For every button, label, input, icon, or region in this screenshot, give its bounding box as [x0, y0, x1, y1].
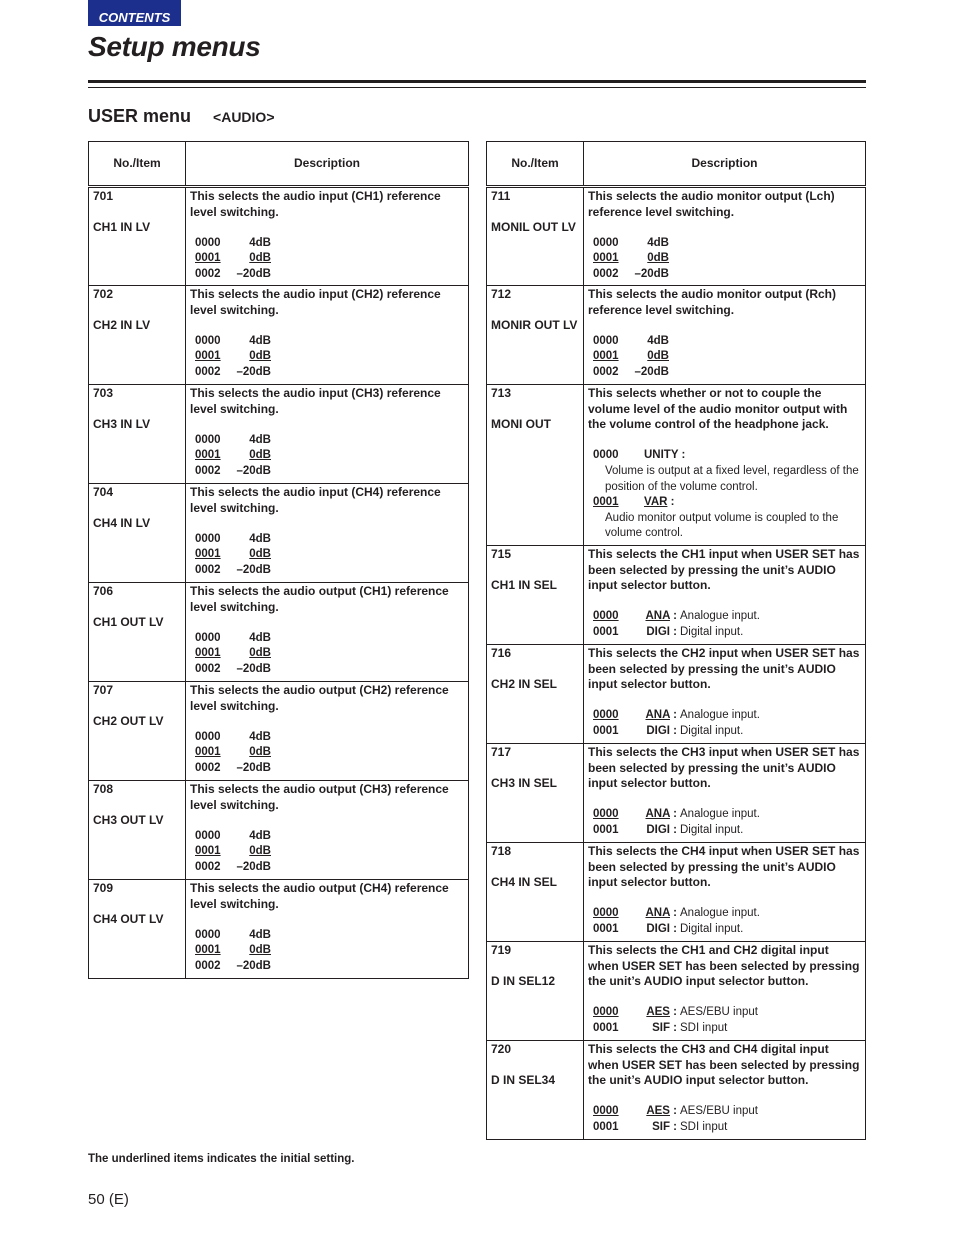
option-value: 4dB: [249, 730, 271, 743]
item-name: CH2 IN LV: [93, 318, 151, 333]
option-text: Digital input.: [680, 922, 744, 935]
option-code: 0002: [195, 464, 221, 477]
option-list: [190, 730, 464, 777]
page-title: Setup menus: [88, 31, 261, 62]
option-text: SDI input: [680, 1120, 728, 1133]
option-code: 0001: [195, 944, 221, 957]
option-code: 0002: [195, 959, 221, 972]
item-description: This selects the audio monitor output (Lch) reference level switching.: [588, 189, 835, 219]
option-code: 0000: [195, 532, 221, 545]
option-list: [190, 532, 464, 579]
option-list: [190, 829, 464, 876]
option-value: –20dB: [236, 464, 271, 477]
item-name: MONI OUT: [491, 417, 551, 432]
option-value: 0dB: [249, 944, 271, 957]
option-code: 0002: [593, 267, 619, 280]
option-value: –20dB: [236, 365, 271, 378]
table-header-row: [89, 142, 469, 187]
table-row: [487, 942, 866, 1041]
option-value: –20dB: [236, 959, 271, 972]
table-row: [89, 286, 469, 385]
option-value: 4dB: [249, 532, 271, 545]
item-description: This selects the audio output (CH3) reference level switching.: [190, 782, 449, 812]
option-value: –20dB: [236, 761, 271, 774]
option-code: 0000: [195, 829, 221, 842]
description-cell: [584, 546, 866, 645]
item-name: CH1 IN LV: [93, 220, 151, 235]
option-value: 4dB: [647, 236, 669, 249]
option-row: [593, 807, 861, 823]
item-name: CH1 IN SEL: [491, 578, 558, 593]
option-code: 0001: [195, 449, 221, 462]
contents-tab-button[interactable]: CONTENTS: [88, 0, 181, 26]
item-name: D IN SEL34: [491, 1073, 556, 1088]
option-code: 0001: [593, 625, 619, 638]
option-row: [195, 464, 464, 480]
option-value: 4dB: [249, 631, 271, 644]
option-row: [593, 823, 861, 839]
option-code: 0002: [195, 860, 221, 873]
title-rule-thin: [88, 87, 866, 88]
option-code: 0001: [195, 746, 221, 759]
description-cell: [186, 286, 469, 385]
option-row: [593, 349, 861, 365]
option-value: 0dB: [249, 350, 271, 363]
option-code: 0001: [593, 252, 619, 265]
option-list: [190, 334, 464, 381]
item-number: 701: [93, 189, 114, 203]
option-row: [195, 365, 464, 381]
table-row: [487, 744, 866, 843]
description-cell: [584, 645, 866, 744]
item-name: CH3 IN SEL: [491, 776, 558, 791]
option-row: [593, 251, 861, 267]
option-list: [588, 609, 861, 640]
option-keyword: ANA :: [645, 709, 677, 722]
option-row: [195, 959, 464, 975]
option-row: [593, 1120, 861, 1136]
option-row: [593, 609, 861, 625]
header-no-item: No./Item: [487, 142, 584, 187]
option-row: [195, 761, 464, 777]
option-code: 0002: [195, 761, 221, 774]
page-number: 50 (E): [88, 1191, 129, 1208]
table-row: [487, 187, 866, 286]
option-keyword: ANA :: [645, 907, 677, 920]
item-name: CH1 OUT LV: [93, 615, 164, 630]
item-number: 707: [93, 683, 114, 697]
item-number: 704: [93, 485, 114, 499]
option-row: [593, 922, 861, 938]
option-list: [588, 1005, 861, 1036]
option-code: 0000: [195, 631, 221, 644]
item-number: 708: [93, 782, 114, 796]
option-row: [195, 251, 464, 267]
item-cell: [487, 744, 584, 843]
option-keyword: SIF :: [652, 1120, 677, 1133]
option-value: 0dB: [249, 746, 271, 759]
item-description: This selects the CH3 input when USER SET has been selected by pressing the unit’s AUDIO input selector button.: [588, 745, 860, 791]
option-keyword: DIGI :: [646, 724, 677, 737]
item-number: 702: [93, 287, 114, 301]
option-code: 0002: [593, 365, 619, 378]
item-cell: [89, 484, 186, 583]
description-cell: [186, 583, 469, 682]
option-list: [588, 448, 861, 542]
option-keyword: ANA :: [645, 610, 677, 623]
option-code: 0000: [195, 730, 221, 743]
item-description: This selects the audio output (CH1) reference level switching.: [190, 584, 449, 614]
option-value: 4dB: [249, 829, 271, 842]
table-row: [487, 546, 866, 645]
option-code: 0002: [195, 365, 221, 378]
option-text: Analogue input.: [680, 709, 760, 722]
option-value: 4dB: [249, 334, 271, 347]
option-value: 0dB: [249, 449, 271, 462]
description-cell: [584, 286, 866, 385]
option-row: [195, 532, 464, 548]
option-row: [593, 267, 861, 283]
table-row: [89, 781, 469, 880]
option-row: [593, 495, 861, 511]
item-cell: [487, 942, 584, 1041]
option-code: 0000: [195, 433, 221, 446]
option-keyword: ANA :: [645, 808, 677, 821]
table-row: [487, 1041, 866, 1140]
header-description: Description: [186, 142, 469, 187]
option-value: 0dB: [249, 845, 271, 858]
option-row: [195, 631, 464, 647]
option-code: 0001: [593, 1120, 619, 1133]
option-value: 4dB: [647, 334, 669, 347]
option-code: 0000: [593, 709, 619, 722]
option-value: –20dB: [236, 662, 271, 675]
option-row: [195, 860, 464, 876]
item-name: CH2 IN SEL: [491, 677, 558, 692]
option-value: –20dB: [634, 267, 669, 280]
table-row: [89, 682, 469, 781]
option-row: [195, 547, 464, 563]
option-code: 0000: [593, 907, 619, 920]
description-cell: [584, 942, 866, 1041]
option-code: 0001: [195, 845, 221, 858]
item-cell: [487, 286, 584, 385]
table-row: [89, 880, 469, 979]
option-row: [195, 745, 464, 761]
item-cell: [89, 187, 186, 286]
item-name: CH2 OUT LV: [93, 714, 164, 729]
option-text: Analogue input.: [680, 808, 760, 821]
item-cell: [487, 385, 584, 546]
option-value: 0dB: [647, 350, 669, 363]
left-menu-table: [88, 141, 469, 979]
option-row: [195, 448, 464, 464]
option-value: 0dB: [249, 252, 271, 265]
item-cell: [487, 546, 584, 645]
table-row: [89, 583, 469, 682]
option-text: Digital input.: [680, 724, 744, 737]
item-description: This selects the CH1 input when USER SET has been selected by pressing the unit’s AUDIO input selector button.: [588, 547, 860, 593]
option-code: 0000: [195, 928, 221, 941]
option-code: 0002: [195, 267, 221, 280]
option-value: 0dB: [249, 647, 271, 660]
item-name: CH3 IN LV: [93, 417, 151, 432]
item-cell: [89, 583, 186, 682]
option-row: [195, 730, 464, 746]
option-code: 0001: [593, 922, 619, 935]
option-list: [588, 334, 861, 381]
item-number: 720: [491, 1042, 512, 1056]
option-code: 0000: [593, 334, 619, 347]
table-row: [487, 645, 866, 744]
item-description: This selects the CH4 input when USER SET has been selected by pressing the unit’s AUDIO input selector button.: [588, 844, 860, 890]
option-code: 0001: [593, 823, 619, 836]
item-description: This selects whether or not to couple the volume level of the audio monitor output with the volume control of the headphone jack.: [588, 386, 848, 432]
option-row: [195, 829, 464, 845]
table-row: [89, 385, 469, 484]
option-value: 4dB: [249, 433, 271, 446]
description-cell: [584, 187, 866, 286]
section-heading: [88, 106, 275, 127]
option-value: –20dB: [236, 563, 271, 576]
item-description: This selects the audio output (CH4) reference level switching.: [190, 881, 449, 911]
option-code: 0001: [195, 252, 221, 265]
option-row: [593, 1005, 861, 1021]
header-no-item: No./Item: [89, 142, 186, 187]
item-cell: [89, 682, 186, 781]
option-text: Digital input.: [680, 823, 744, 836]
option-row: [195, 943, 464, 959]
option-row: [195, 646, 464, 662]
item-cell: [487, 1041, 584, 1140]
table-row: [487, 385, 866, 546]
option-list: [190, 928, 464, 975]
item-number: 706: [93, 584, 114, 598]
item-description: This selects the CH1 and CH2 digital input when USER SET has been selected by pressing the unit’s AUDIO input selector button.: [588, 943, 860, 989]
option-code: 0000: [593, 236, 619, 249]
option-row: [195, 433, 464, 449]
item-description: This selects the CH2 input when USER SET has been selected by pressing the unit’s AUDIO input selector button.: [588, 646, 860, 692]
item-description: This selects the audio input (CH3) reference level switching.: [190, 386, 441, 416]
right-menu-table: [486, 141, 866, 1140]
item-description: This selects the audio input (CH1) reference level switching.: [190, 189, 441, 219]
item-number: 718: [491, 844, 512, 858]
option-code: 0001: [593, 350, 619, 363]
option-value: –20dB: [236, 267, 271, 280]
item-description: This selects the CH3 and CH4 digital input when USER SET has been selected by pressing the unit’s AUDIO input selector button.: [588, 1042, 860, 1088]
description-cell: [186, 187, 469, 286]
item-number: 719: [491, 943, 512, 957]
option-row: [593, 236, 861, 252]
description-cell: [584, 843, 866, 942]
item-name: D IN SEL12: [491, 974, 556, 989]
item-cell: [89, 880, 186, 979]
description-cell: [186, 781, 469, 880]
table-row: [487, 286, 866, 385]
option-text: Analogue input.: [680, 907, 760, 920]
option-row: [195, 236, 464, 252]
item-number: 703: [93, 386, 114, 400]
left-table-body: [89, 187, 469, 979]
option-row: [593, 708, 861, 724]
item-name: CH3 OUT LV: [93, 813, 164, 828]
option-row: [593, 448, 861, 464]
description-cell: [584, 744, 866, 843]
item-description: This selects the audio output (CH2) reference level switching.: [190, 683, 449, 713]
option-note: Volume is output at a fixed level, regardless of the position of the volume control.: [605, 464, 859, 493]
item-description: This selects the audio input (CH4) reference level switching.: [190, 485, 441, 515]
item-number: 711: [491, 189, 511, 203]
option-row: [195, 844, 464, 860]
option-code: 0000: [195, 236, 221, 249]
option-text: AES/EBU input: [680, 1105, 758, 1118]
section-subtitle: <AUDIO>: [213, 109, 275, 125]
item-number: 713: [491, 386, 512, 400]
option-list: [588, 708, 861, 739]
option-list: [588, 236, 861, 283]
header-description: Description: [584, 142, 866, 187]
item-name: MONIR OUT LV: [491, 318, 578, 333]
item-cell: [487, 187, 584, 286]
description-cell: [584, 385, 866, 546]
item-name: MONIL OUT LV: [491, 220, 576, 235]
item-description: This selects the audio monitor output (Rch) reference level switching.: [588, 287, 837, 317]
option-code: 0001: [593, 496, 619, 509]
option-code: 0000: [195, 334, 221, 347]
option-row: [593, 1104, 861, 1120]
item-number: 709: [93, 881, 114, 895]
item-number: 717: [491, 745, 512, 759]
item-description: This selects the audio input (CH2) reference level switching.: [190, 287, 441, 317]
option-row: [593, 625, 861, 641]
option-list: [588, 1104, 861, 1135]
option-list: [190, 433, 464, 480]
item-name: CH4 IN SEL: [491, 875, 558, 890]
option-code: 0000: [593, 1006, 619, 1019]
option-row: [593, 724, 861, 740]
option-code: 0001: [195, 350, 221, 363]
item-cell: [487, 843, 584, 942]
table-row: [89, 484, 469, 583]
item-cell: [89, 781, 186, 880]
option-keyword: DIGI :: [646, 823, 677, 836]
footnote: The underlined items indicates the initial setting.: [88, 1153, 355, 1165]
table-header-row: [487, 142, 866, 187]
option-row: [195, 349, 464, 365]
option-code: 0000: [593, 610, 619, 623]
item-name: CH4 IN LV: [93, 516, 151, 531]
option-value: 4dB: [249, 928, 271, 941]
option-code: 0001: [195, 548, 221, 561]
option-keyword: SIF :: [652, 1021, 677, 1034]
option-keyword: VAR: [644, 496, 668, 509]
option-value: –20dB: [236, 860, 271, 873]
option-list: [588, 807, 861, 838]
title-rule-thick: [88, 80, 866, 83]
item-cell: [89, 286, 186, 385]
item-cell: [89, 385, 186, 484]
option-colon: :: [667, 496, 675, 509]
option-text: AES/EBU input: [680, 1006, 758, 1019]
option-keyword: DIGI :: [646, 625, 677, 638]
option-keyword: DIGI :: [646, 922, 677, 935]
option-row: [195, 267, 464, 283]
description-cell: [584, 1041, 866, 1140]
option-code: 0002: [195, 662, 221, 675]
option-code: 0001: [593, 1021, 619, 1034]
option-list: [588, 906, 861, 937]
description-cell: [186, 385, 469, 484]
option-row: [195, 563, 464, 579]
option-list: [190, 631, 464, 678]
option-text: SDI input: [680, 1021, 728, 1034]
option-row: [195, 928, 464, 944]
item-number: 712: [491, 287, 512, 301]
option-keyword: UNITY :: [644, 449, 686, 462]
option-code: 0000: [593, 808, 619, 821]
option-value: –20dB: [634, 365, 669, 378]
option-keyword: AES :: [646, 1006, 677, 1019]
table-row: [487, 843, 866, 942]
item-number: 716: [491, 646, 512, 660]
option-value: 4dB: [249, 236, 271, 249]
section-title: USER menu: [88, 106, 192, 126]
item-cell: [487, 645, 584, 744]
description-cell: [186, 484, 469, 583]
description-cell: [186, 880, 469, 979]
option-row: [195, 334, 464, 350]
option-code: 0002: [195, 563, 221, 576]
option-list: [190, 236, 464, 283]
option-row: [593, 334, 861, 350]
option-row: [593, 365, 861, 381]
description-cell: [186, 682, 469, 781]
option-code: 0001: [195, 647, 221, 660]
option-row: [195, 662, 464, 678]
option-text: Analogue input.: [680, 610, 760, 623]
option-code: 0001: [593, 724, 619, 737]
option-note: Audio monitor output volume is coupled to the volume control.: [605, 511, 839, 540]
option-value: 0dB: [647, 252, 669, 265]
option-code: 0000: [593, 1105, 619, 1118]
table-row: [89, 187, 469, 286]
option-row: [593, 1021, 861, 1037]
option-keyword: AES :: [646, 1105, 677, 1118]
option-text: Digital input.: [680, 625, 744, 638]
item-number: 715: [491, 547, 512, 561]
option-code: 0000: [593, 449, 619, 462]
option-row: [593, 906, 861, 922]
option-value: 0dB: [249, 548, 271, 561]
item-name: CH4 OUT LV: [93, 912, 164, 927]
